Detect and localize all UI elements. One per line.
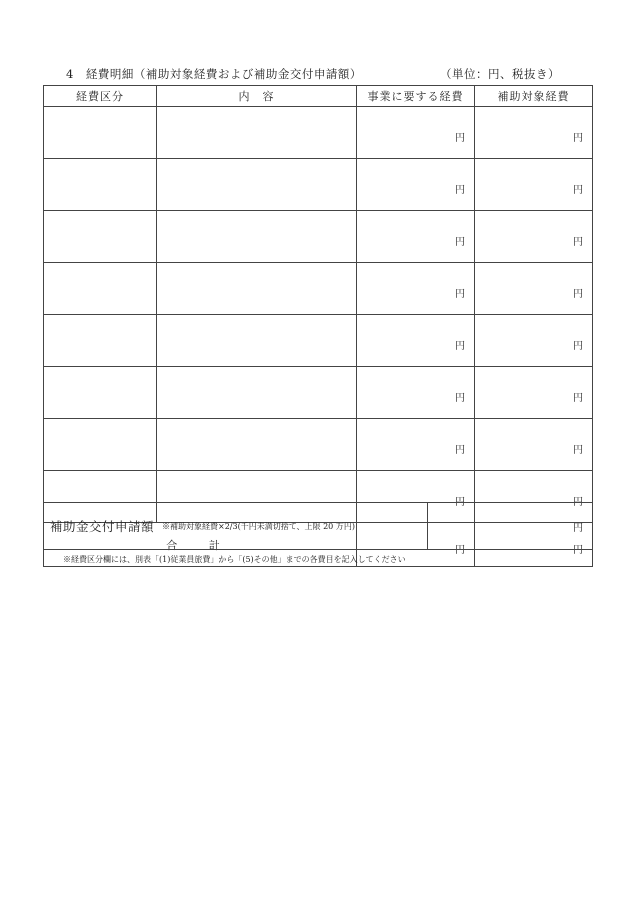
- eligible-cell[interactable]: 円: [475, 211, 593, 263]
- content-cell[interactable]: [157, 419, 357, 471]
- table-row: [44, 159, 593, 211]
- category-cell[interactable]: [44, 419, 157, 471]
- eligible-cell[interactable]: 円: [475, 367, 593, 419]
- header-row: [44, 86, 593, 107]
- category-cell[interactable]: [44, 367, 157, 419]
- footnote: ※経費区分欄には、別表「(1)従業員旅費」から「(5)その他」までの各費目を記入してください: [63, 555, 406, 564]
- total-eligible-cell[interactable]: 円: [475, 523, 593, 567]
- eligible-cell[interactable]: 円: [475, 263, 593, 315]
- content-cell[interactable]: [157, 211, 357, 263]
- cost-cell[interactable]: 円: [357, 263, 475, 315]
- content-cell[interactable]: [157, 159, 357, 211]
- category-cell[interactable]: [44, 211, 157, 263]
- cost-cell[interactable]: 円: [357, 471, 475, 523]
- content-cell[interactable]: [157, 263, 357, 315]
- content-cell[interactable]: [157, 315, 357, 367]
- total-cost-cell[interactable]: 円: [357, 523, 475, 567]
- cost-cell[interactable]: 円: [357, 159, 475, 211]
- content-cell[interactable]: [157, 367, 357, 419]
- eligible-cell[interactable]: 円: [475, 159, 593, 211]
- category-cell[interactable]: [44, 159, 157, 211]
- header-cost: 事業に要する経費: [357, 86, 475, 107]
- table-row: [44, 107, 593, 159]
- category-cell[interactable]: [44, 315, 157, 367]
- content-cell[interactable]: [157, 107, 357, 159]
- eligible-cell[interactable]: 円: [475, 107, 593, 159]
- category-cell[interactable]: [44, 263, 157, 315]
- cost-cell[interactable]: 円: [357, 211, 475, 263]
- eligible-cell[interactable]: 円: [475, 471, 593, 523]
- application-note: ※補助対象経費×2/3(千円未満切捨て、上限 20 万円): [162, 521, 355, 531]
- expense-table: [43, 85, 593, 567]
- cost-cell[interactable]: 円: [357, 107, 475, 159]
- application-amount-field[interactable]: [428, 503, 592, 549]
- eligible-cell[interactable]: 円: [475, 315, 593, 367]
- header-content: 内 容: [157, 86, 357, 107]
- cost-cell[interactable]: 円: [357, 419, 475, 471]
- header-eligible: 補助対象経費: [475, 86, 593, 107]
- application-box: [43, 502, 593, 550]
- category-cell[interactable]: [44, 107, 157, 159]
- application-label: 補助金交付申請額: [50, 519, 155, 534]
- cost-cell[interactable]: 円: [357, 367, 475, 419]
- table-row: [44, 211, 593, 263]
- eligible-cell[interactable]: 円: [475, 419, 593, 471]
- unit-note: （単位：円、税抜き）: [440, 67, 560, 81]
- cost-cell[interactable]: 円: [357, 315, 475, 367]
- section-title: 4 経費明細（補助対象経費および補助金交付申請額）: [66, 67, 362, 81]
- table-row: [44, 263, 593, 315]
- application-currency: 円: [573, 522, 583, 534]
- application-label-cell: [44, 503, 428, 549]
- header-category: 経費区分: [44, 86, 157, 107]
- total-label: 合 計: [44, 523, 357, 567]
- table-row: [44, 419, 593, 471]
- table-row: [44, 367, 593, 419]
- table-row: [44, 315, 593, 367]
